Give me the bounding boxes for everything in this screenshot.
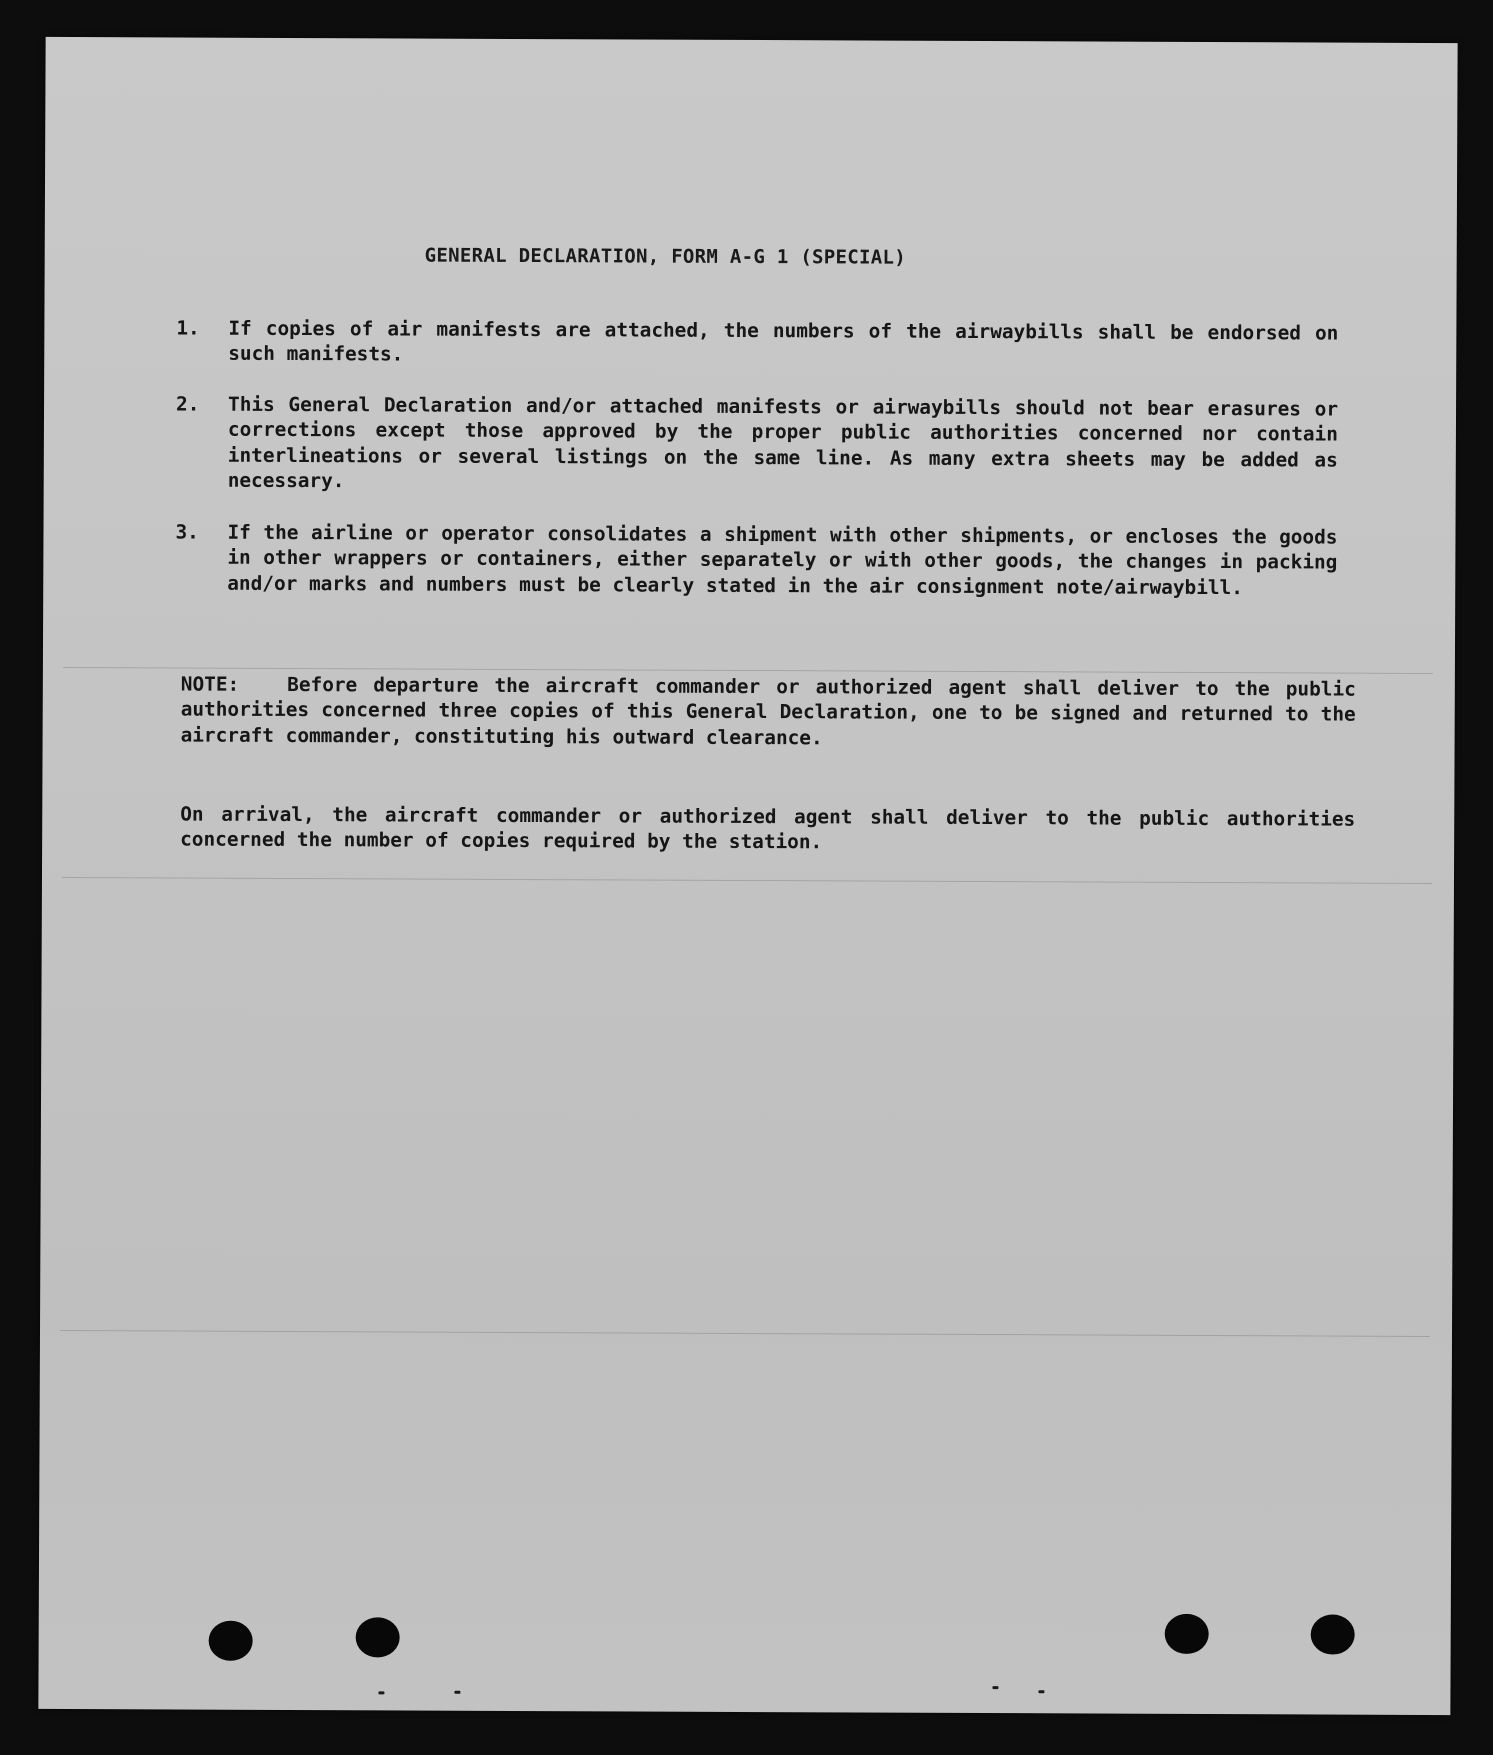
item-text: If the airline or operator consolidates a shipment with other shipments, or encloses the goods in other wrappers or containers, either separately or with other goods, the changes in packing and/or marks and numbers must be clearly stated in the air consignment note/airwaybill. — [227, 520, 1338, 599]
list-item-3 — [175, 519, 1356, 599]
punch-hole — [356, 1617, 400, 1657]
note-label: NOTE: — [180, 672, 240, 696]
page-title: GENERAL DECLARATION, FORM A-G 1 (SPECIAL) — [424, 244, 907, 269]
ink-speck — [454, 1691, 460, 1694]
faint-rule — [60, 1330, 1430, 1337]
item-number: 3. — [175, 520, 199, 544]
document-page — [38, 37, 1457, 1715]
item-number: 1. — [176, 316, 200, 340]
faint-rule — [62, 877, 1432, 884]
item-number: 2. — [176, 392, 200, 416]
item-text: This General Declaration and/or attached manifests or airwaybills should not bear erasures or corrections except those approved by the proper public authorities concerned nor contain interlineations or several listings on the same line. As many extra sheets may be added as necessary. — [227, 392, 1339, 493]
punch-hole — [209, 1621, 253, 1661]
item-text: If copies of air manifests are attached, the numbers of the airwaybills shall be endorsed on such manifests. — [228, 316, 1339, 366]
note-text: Before departure the aircraft commander or authorized agent shall deliver to the public authorities concerned three copies of this General Declaration, one to be signed and returned to the aircraft commander, constituting his outward clearance. — [180, 672, 1356, 749]
ink-speck — [378, 1691, 384, 1694]
punch-hole — [1311, 1614, 1355, 1654]
list-item-1 — [176, 316, 1356, 366]
ink-speck — [992, 1686, 998, 1689]
arrival-paragraph: On arrival, the aircraft commander or authorized agent shall deliver to the public authorities concerned the number of copies required by the station. — [180, 802, 1356, 854]
ink-speck — [1038, 1690, 1044, 1693]
note-paragraph — [181, 672, 1356, 753]
list-item-2 — [176, 392, 1356, 493]
punch-hole — [1165, 1614, 1209, 1654]
